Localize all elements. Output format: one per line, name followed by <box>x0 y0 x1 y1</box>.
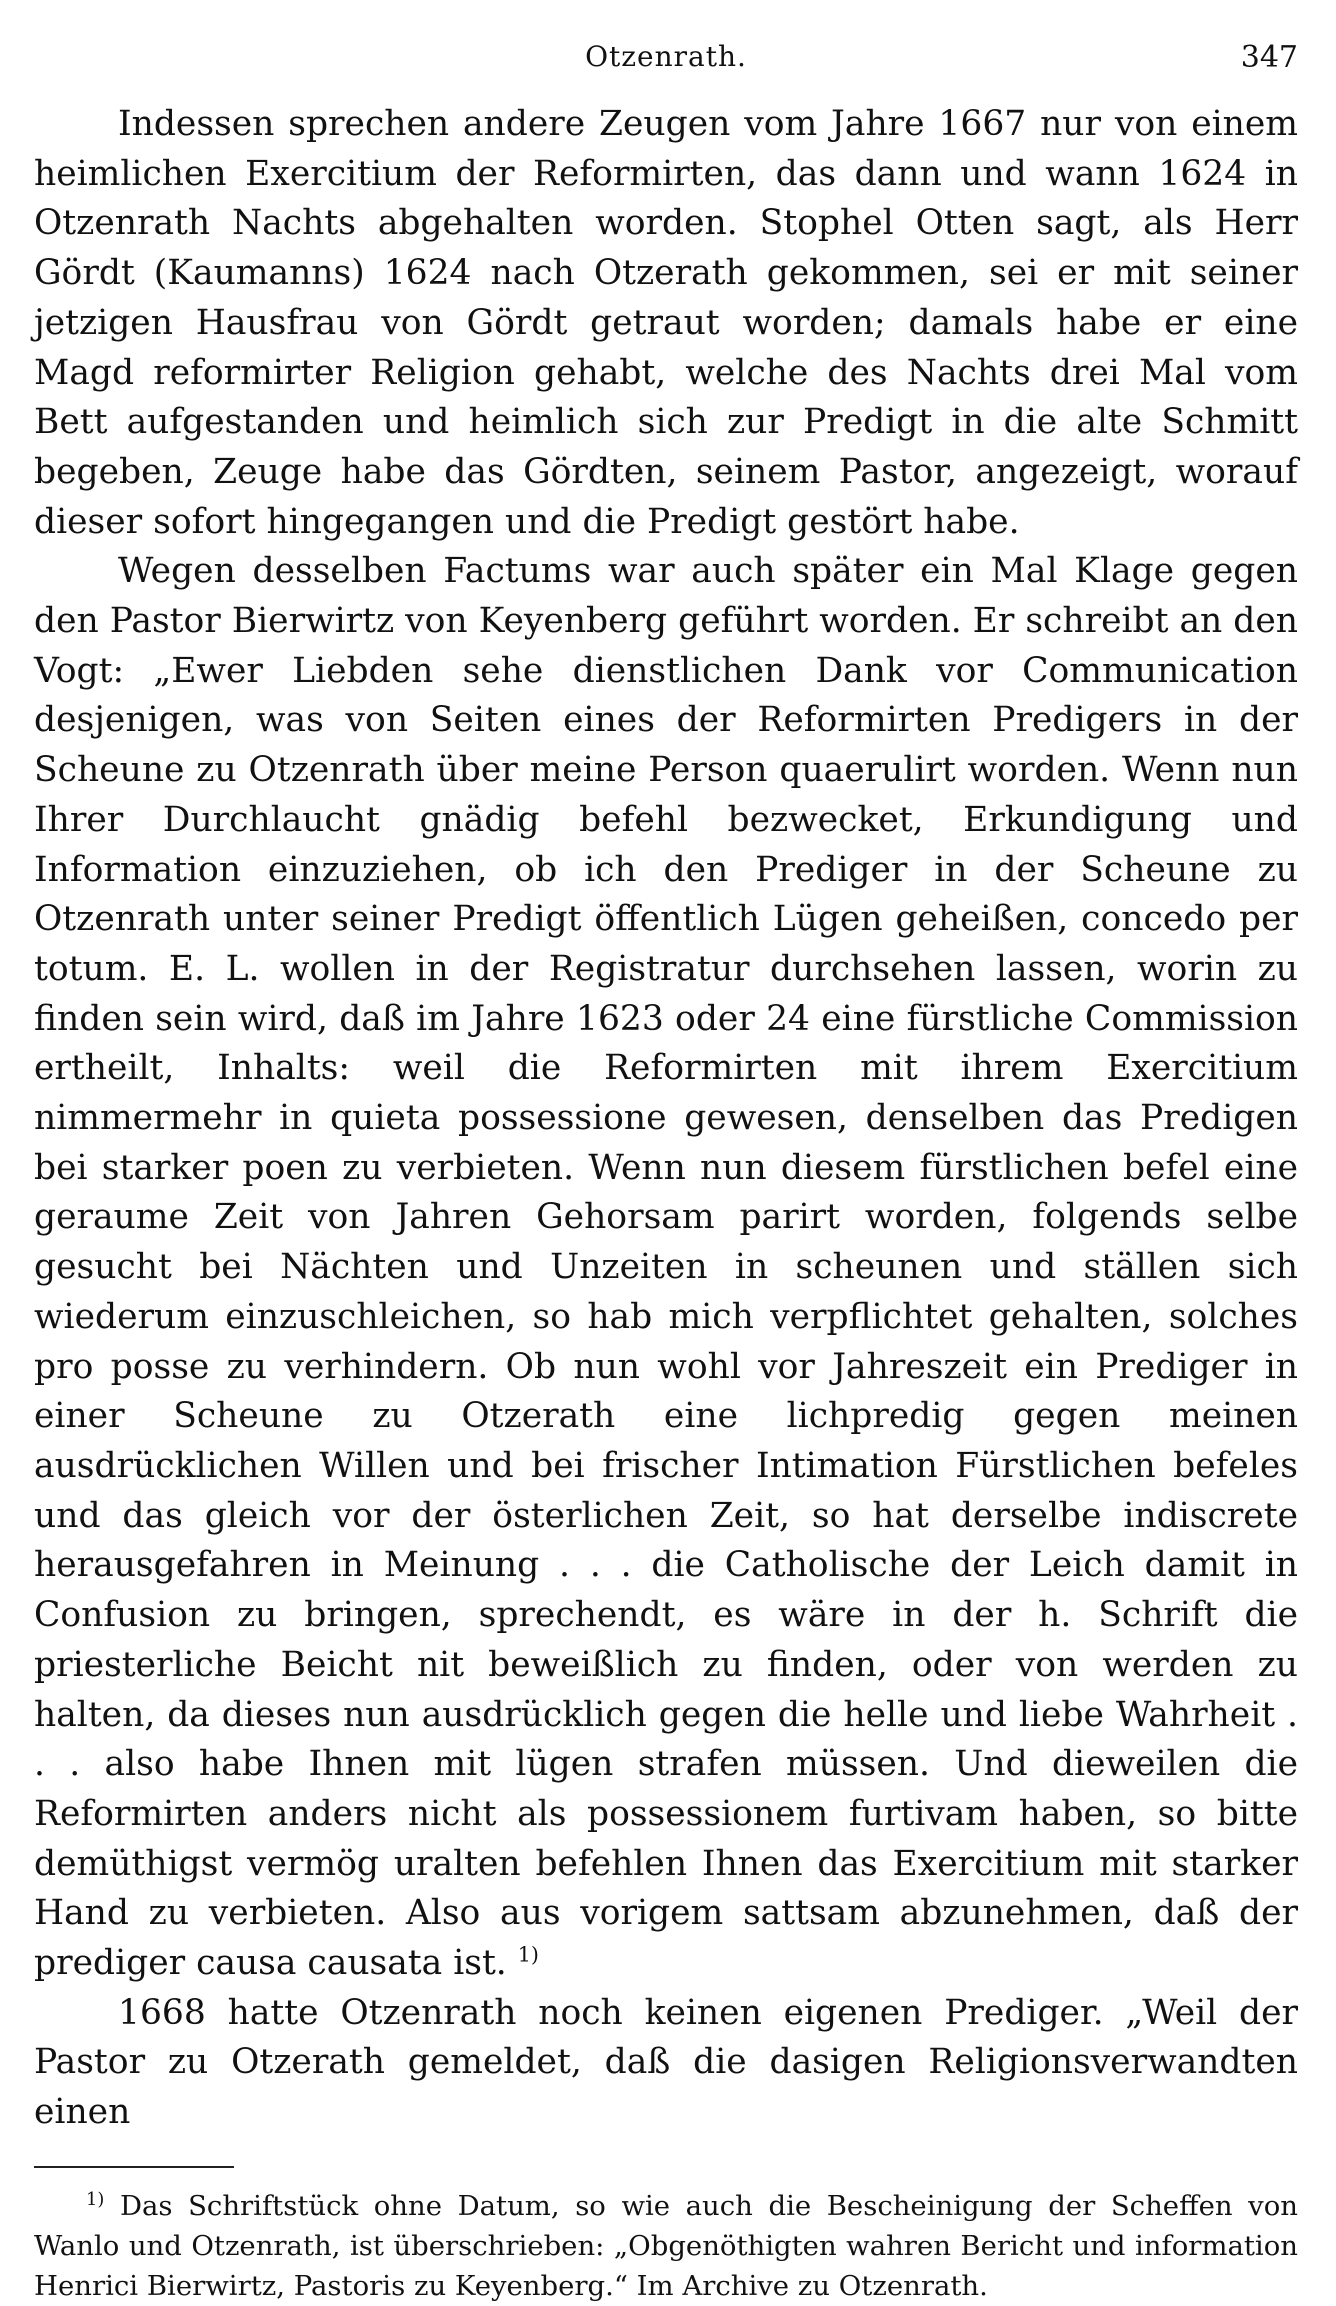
paragraph-1-text: Indessen sprechen andere Zeugen vom Jahre 1667 nur von einem heimlichen Exercitium der Reformirten, das dann und wann 1624 in Otzenrath Nachts abgehalten worden. Stophel Otten sagt, als Herr Gördt (Kaumanns) 1624 nach Otzerath gekommen, sei er mit seiner jetzigen Hausfrau von Gördt getraut worden; damals habe er eine Magd reformirter Religion gehabt, welche des Nachts drei Mal vom Bett aufgestanden und heimlich sich zur Predigt in die alte Schmitt begeben, Zeuge habe das Gördten, seinem Pastor, angezeigt, worauf dieser sofort hingegangen und die Predigt gestört habe. <box>34 104 1298 542</box>
book-page <box>34 40 1298 2306</box>
footnote-divider <box>34 2166 234 2168</box>
body-text <box>34 100 1298 2138</box>
footnote-mark: 1) <box>86 2188 105 2210</box>
paragraph-3 <box>34 1989 1298 2138</box>
page-header <box>34 40 1298 84</box>
footnote-text: Das Schriftstück ohne Datum, so wie auch die Bescheinigung der Scheffen von Wanlo und Otzenrath, ist überschrieben: „Obgenöthigten wahren Bericht und information Henrici Bierwirtz, Pastoris zu Keyenberg.“ Im Archive zu Otzenrath. <box>34 2189 1298 2302</box>
paragraph-3-text: 1668 hatte Otzenrath noch keinen eigenen Prediger. „Weil der Pastor zu Otzerath gemeldet, daß die dasigen Religionsverwandten einen <box>34 1992 1298 2133</box>
footnote <box>34 2186 1298 2306</box>
page-number: 347 <box>1240 40 1298 75</box>
paragraph-1 <box>34 100 1298 547</box>
footnote-reference: 1) <box>517 1942 539 1967</box>
paragraph-2 <box>34 547 1298 1988</box>
paragraph-2-text: Wegen desselben Factums war auch später ein Mal Klage gegen den Pastor Bierwirtz von Keyenberg geführt worden. Er schreibt an den Vogt: „Ewer Liebden sehe dienstlichen Dank vor Communication desjenigen, was von Seiten eines der Reformirten Predigers in der Scheune zu Otzenrath über meine Person quaerulirt worden. Wenn nun Ihrer Durchlaucht gnädig befehl bezwecket, Erkundigung und Information einzuziehen, ob ich den Prediger in der Scheune zu Otzenrath unter seiner Predigt öffentlich Lügen geheißen, concedo per totum. E. L. wollen in der Registratur durchsehen lassen, worin zu finden sein wird, daß im Jahre 1623 oder 24 eine fürstliche Commission ertheilt, Inhalts: weil die Reformirten mit ihrem Exercitium nimmermehr in quieta possessione gewesen, denselben das Predigen bei starker poen zu verbieten. Wenn nun diesem fürstlichen befel eine geraume Zeit von Jahren Gehorsam parirt worden, folgends selbe gesucht bei Nächten und Unzeiten in scheunen und ställen sich wiederum einzuschleichen, so hab mich verpflichtet gehalten, solches pro posse zu verhindern. Ob nun wohl vor Jahreszeit ein Prediger in einer Scheune zu Otzerath eine lichpredig gegen meinen ausdrücklichen Willen und bei frischer Intimation Fürstlichen befeles und das gleich vor der österlichen Zeit, so hat derselbe indiscrete herausgefahren in Meinung . . . die Catholische der Leich damit in Confusion zu bringen, sprechendt, es wäre in der h. Schrift die priesterliche Beicht nit beweißlich zu finden, oder von werden zu halten, da dieses nun ausdrücklich gegen die helle und liebe Wahrheit . . . also habe Ihnen mit lügen strafen müssen. Und dieweilen die Reformirten anders nicht als possessionem furtivam haben, so bitte demüthigst vermög uralten befehlen Ihnen das Exercitium mit starker Hand zu verbieten. Also aus vorigem sattsam abzunehmen, daß der prediger causa causata ist. <box>34 551 1298 1984</box>
running-title: Otzenrath. <box>585 40 747 73</box>
